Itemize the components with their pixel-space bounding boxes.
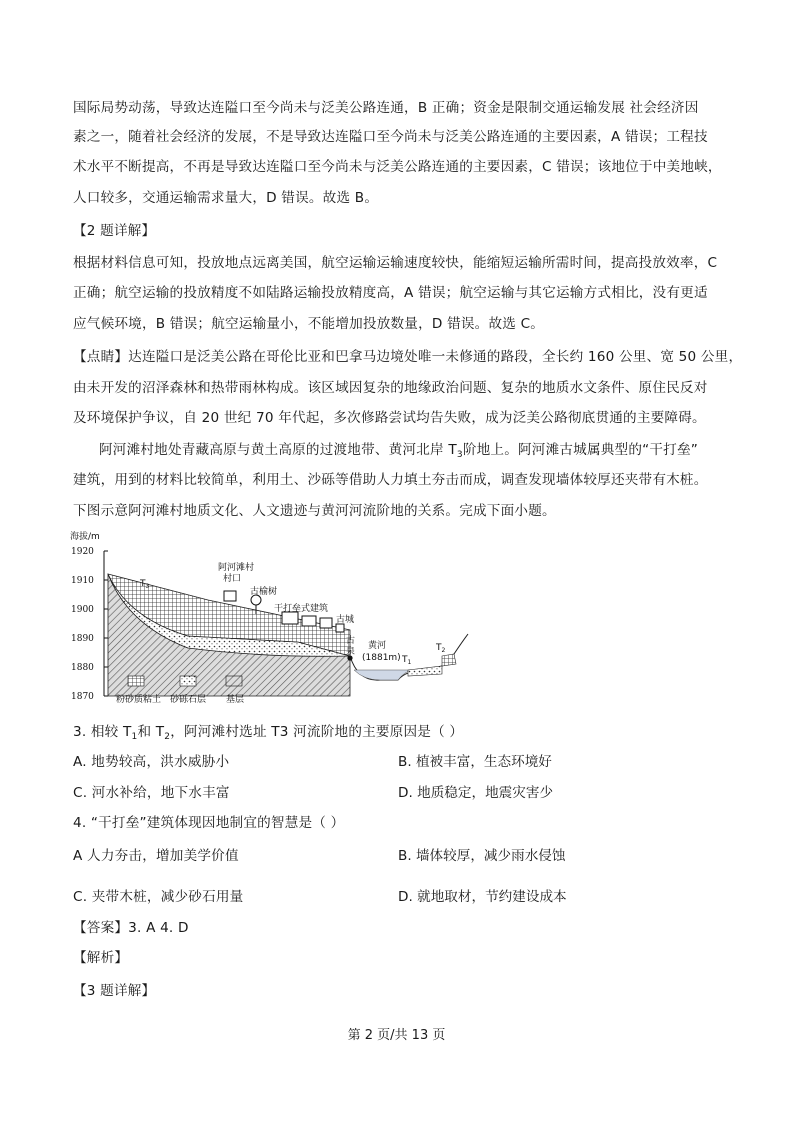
yellow-river-label: 黄河 [368, 641, 387, 651]
paragraph-line: 国际局势动荡，导致达连隘口至今尚未与泛美公路连通，B 正确；资金是限制交通运输发展 社会经济因 [73, 100, 699, 116]
village-entrance-label: 村口 [223, 574, 242, 584]
y-tick-label: 1880 [71, 663, 94, 673]
y-axis-ticks [104, 551, 108, 696]
page-footer: 第 2 页/共 13 页 [347, 1028, 446, 1043]
y-tick-label: 1920 [71, 547, 94, 557]
paragraph-line: 及环境保护争议，自 20 世纪 70 年代起，多次修路尝试均告失败，成为泛美公路彻底贯通的主要障碍。 [73, 410, 706, 426]
legend-swatch-gravel [180, 676, 196, 686]
elm-tree-label: 古榆树 [250, 587, 278, 597]
q4-option-b: B. 墙体较厚，减少雨水侵蚀 [398, 848, 566, 864]
ancient-city-label: 古城 [336, 615, 355, 625]
paragraph-line: 应气候环境，B 错误；航空运输量小，不能增加投放数量，D 错误。故选 C。 [73, 316, 545, 332]
analysis-heading: 【解析】 [73, 950, 129, 966]
paragraph-line: 术水平不断提高，不再是导致达连隘口至今尚未与泛美公路连通的主要因素，C 错误；该地位于中美地峡， [73, 159, 722, 175]
question-3-stem: 3. 相较 $T_1$和 $T_2$，阿河滩村选址 T3 河流阶地的主要原因是（ ） [73, 724, 464, 742]
y-tick-label: 1900 [71, 605, 94, 615]
legend-swatch-silty-clay [128, 676, 144, 686]
rammed-earth-building [302, 616, 316, 626]
q3-option-d: D. 地质稳定，地震灾害少 [398, 785, 554, 801]
legend-label-bedrock: 基层 [226, 695, 245, 705]
t2-label: $T_2$ [436, 643, 446, 654]
paragraph-line: 素之一，随着社会经济的发展，不是导致达连隘口至今尚未与泛美公路连通的主要因素，A 错误；工程技 [73, 129, 708, 145]
section-heading: 【2 题详解】 [73, 223, 156, 239]
rammed-earth-label: 干打垒式建筑 [274, 604, 329, 614]
key-point-line: 【点睛】达连隘口是泛美公路在哥伦比亚和巴拿马边境处唯一未修通的路段，全长约 160 公里、宽 50 公里， [73, 349, 743, 365]
paragraph-line: 正确；航空运输的投放精度不如陆路运输投放精度高，A 错误；航空运输与其它运输方式相比，没有更适 [73, 285, 708, 301]
t1-label: $T_1$ [402, 655, 412, 666]
material-line: 阿河滩村地处青藏高原与黄土高原的过渡地带、黄河北岸 $T_3$阶地上。阿河滩古城属典型的“干打垒” [99, 442, 698, 460]
t2-terrace [442, 654, 456, 666]
ancient-city-wall [336, 624, 344, 632]
material-line: 建筑，用到的材料比较简单，利用土、沙砾等借助人力填土夯击而成，调查发现墙体较厚还夹带有木桩。 [73, 472, 708, 488]
paragraph-line: 根据材料信息可知，投放地点远离美国，航空运输运输速度较快，能缩短运输所需时间，提高投放效率，C [73, 255, 718, 271]
legend-swatch-bedrock [226, 676, 242, 686]
q4-option-d: D. 就地取材，节约建设成本 [398, 889, 567, 905]
q3-detail-heading: 【3 题详解】 [73, 983, 156, 999]
paragraph-line: 人口较多，交通运输需求量大，D 错误。故选 B。 [73, 190, 379, 206]
q4-option-c: C. 夹带木桩，减少砂石用量 [73, 889, 244, 905]
y-tick-label: 1870 [71, 692, 94, 702]
river-level-label: (1881m) [362, 653, 401, 663]
q3-option-a: A. 地势较高，洪水威胁小 [73, 754, 230, 770]
paragraph-line: 由未开发的沼泽森林和热带雨林构成。该区域因复杂的地缘政治问题、复杂的地质水文条件、原住民反对 [73, 380, 708, 396]
terrace-cross-section-figure [68, 530, 478, 710]
material-line: 下图示意阿河滩村地质文化、人文遗迹与黄河河流阶地的关系。完成下面小题。 [73, 503, 556, 519]
q3-option-b: B. 植被丰富，生态环境好 [398, 754, 552, 770]
answer-line: 【答案】3. A 4. D [73, 920, 189, 936]
figure-svg [68, 530, 478, 710]
legend-label-gravel: 砂砾石层 [170, 695, 207, 705]
rammed-earth-building [320, 618, 332, 628]
question-4-stem: 4. “干打垒”建筑体现因地制宜的智慧是（ ） [73, 815, 345, 831]
q4-option-a: A 人力夯击，增加美学价值 [73, 848, 239, 864]
village-gate-structure [224, 591, 236, 601]
y-tick-label: 1890 [71, 634, 94, 644]
spring-label-1: 古 [346, 636, 356, 646]
t3-label: $T_3$ [140, 579, 150, 590]
y-axis-title: 海拔/m [70, 532, 100, 542]
q3-option-c: C. 河水补给，地下水丰富 [73, 785, 230, 801]
t1-terrace [408, 666, 442, 676]
y-tick-label: 1910 [71, 576, 94, 586]
spring-label-2: 泉 [346, 647, 356, 657]
legend-label-silty-clay: 粉砂质粘土 [116, 695, 162, 705]
village-label: 阿河滩村 [218, 563, 255, 573]
